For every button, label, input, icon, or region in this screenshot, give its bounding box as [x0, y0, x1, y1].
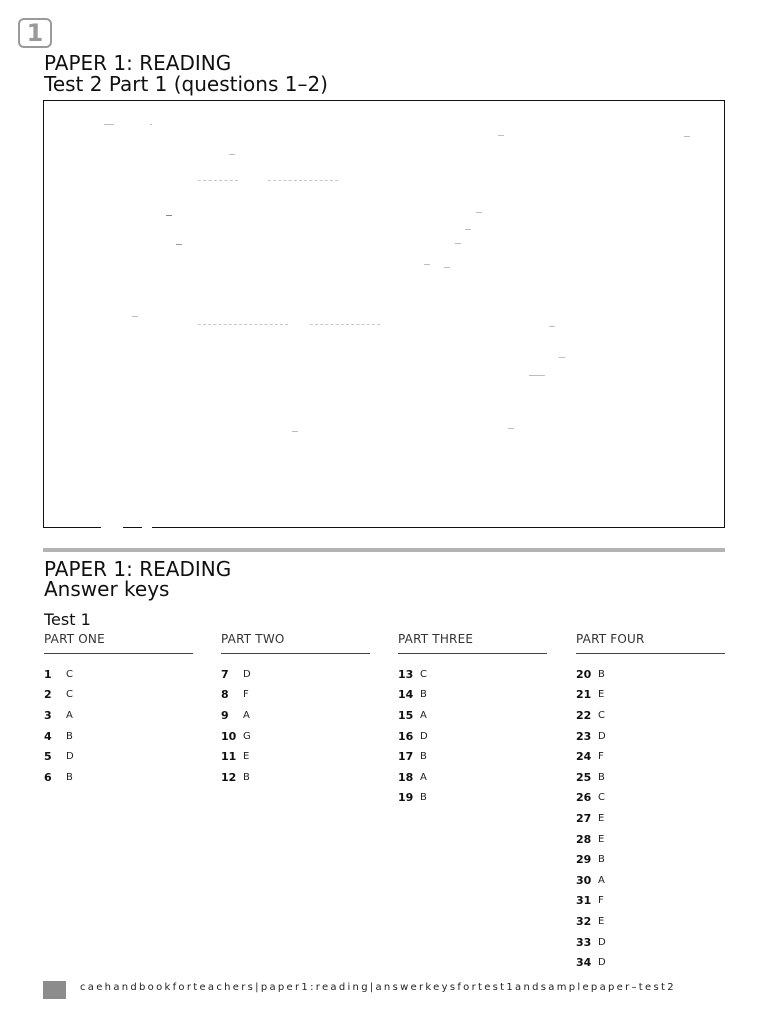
answer-letter: E — [598, 689, 605, 701]
question-number: 10 — [221, 729, 237, 743]
answer-letter: B — [598, 771, 605, 783]
section-subtitle: Test 2 Part 1 (questions 1–2) — [44, 72, 328, 96]
question-number: 22 — [576, 708, 592, 722]
answer-letter: F — [243, 689, 249, 701]
answer-letter: D — [598, 936, 606, 948]
answer-letter: B — [598, 668, 605, 680]
answer-keys-subtitle: Answer keys — [44, 577, 170, 601]
question-number: 17 — [398, 750, 414, 764]
question-number: 25 — [576, 770, 592, 784]
question-number: 19 — [398, 791, 414, 805]
answer-row — [576, 726, 725, 747]
question-number: 13 — [398, 667, 414, 681]
answer-list — [576, 664, 725, 973]
answer-row — [576, 849, 725, 870]
answer-row — [398, 705, 547, 726]
answer-column — [221, 632, 370, 788]
answer-letter: D — [66, 751, 74, 763]
answer-letter: C — [420, 668, 427, 680]
question-number: 24 — [576, 750, 592, 764]
answer-letter: A — [598, 874, 605, 886]
answer-keys-title: PAPER 1: READING — [44, 557, 232, 581]
question-number: 7 — [221, 667, 229, 681]
answer-letter: C — [598, 792, 605, 804]
answer-row — [44, 705, 193, 726]
question-number: 33 — [576, 935, 592, 949]
answer-list — [398, 664, 547, 808]
footer-text: caehandbookforteachers|paper1:reading|answerkeysfortest1andsamplepaper–test2 — [80, 982, 676, 993]
question-number: 1 — [44, 667, 52, 681]
question-number: 3 — [44, 708, 52, 722]
answer-letter: F — [598, 751, 604, 763]
answer-row — [576, 685, 725, 706]
question-number: 26 — [576, 791, 592, 805]
answer-row — [576, 952, 725, 973]
answer-letter: A — [420, 709, 427, 721]
answer-letter: E — [598, 812, 605, 824]
footer-marker — [43, 981, 66, 999]
answer-row — [398, 664, 547, 685]
answer-column — [398, 632, 547, 808]
answer-row — [576, 891, 725, 912]
question-number: 8 — [221, 688, 229, 702]
answer-letter: A — [243, 709, 250, 721]
question-number: 6 — [44, 770, 52, 784]
answer-row — [398, 746, 547, 767]
answer-letter: E — [243, 751, 250, 763]
answer-letter: G — [243, 730, 251, 742]
part-header: PART FOUR — [576, 632, 725, 654]
answer-letter: D — [420, 730, 428, 742]
answer-letter: B — [66, 771, 73, 783]
answer-row — [576, 664, 725, 685]
part-header: PART TWO — [221, 632, 370, 654]
answer-letter: B — [598, 854, 605, 866]
question-number: 27 — [576, 811, 592, 825]
part-header: PART ONE — [44, 632, 193, 654]
page-number-badge: 1 — [18, 18, 52, 48]
answer-row — [221, 767, 370, 788]
answer-row — [221, 685, 370, 706]
answer-row — [576, 932, 725, 953]
answer-letter: D — [598, 730, 606, 742]
question-number: 32 — [576, 914, 592, 928]
answer-letter: C — [598, 709, 605, 721]
question-number: 30 — [576, 873, 592, 887]
question-number: 29 — [576, 853, 592, 867]
answer-column — [576, 632, 725, 973]
answer-row — [44, 746, 193, 767]
answer-row — [398, 767, 547, 788]
answer-row — [221, 664, 370, 685]
answer-letter: E — [598, 833, 605, 845]
answer-row — [398, 685, 547, 706]
question-number: 5 — [44, 750, 52, 764]
part-header: PART THREE — [398, 632, 547, 654]
answer-letter: C — [66, 668, 73, 680]
question-number: 12 — [221, 770, 237, 784]
answer-row — [576, 829, 725, 850]
question-number: 16 — [398, 729, 414, 743]
answer-column — [44, 632, 193, 788]
answer-row — [576, 705, 725, 726]
answer-letter: C — [66, 689, 73, 701]
question-number: 34 — [576, 956, 592, 970]
answer-letter: B — [420, 689, 427, 701]
section-divider — [43, 548, 725, 552]
answer-row — [576, 808, 725, 829]
answer-row — [576, 746, 725, 767]
answer-letter: B — [243, 771, 250, 783]
answer-letter: A — [420, 771, 427, 783]
question-number: 18 — [398, 770, 414, 784]
question-number: 2 — [44, 688, 52, 702]
question-number: 14 — [398, 688, 414, 702]
answer-row — [221, 705, 370, 726]
answer-row — [44, 664, 193, 685]
question-number: 31 — [576, 894, 592, 908]
question-number: 28 — [576, 832, 592, 846]
answer-row — [44, 685, 193, 706]
question-number: 21 — [576, 688, 592, 702]
question-number: 15 — [398, 708, 414, 722]
answer-row — [221, 746, 370, 767]
answer-row — [398, 726, 547, 747]
section-title: PAPER 1: READING — [44, 51, 232, 75]
answer-list — [221, 664, 370, 788]
answer-row — [576, 788, 725, 809]
answer-letter: E — [598, 915, 605, 927]
answer-letter: A — [66, 709, 73, 721]
answer-row — [576, 767, 725, 788]
answer-letter: F — [598, 895, 604, 907]
answer-row — [576, 870, 725, 891]
test-title: Test 1 — [44, 610, 91, 629]
answer-letter: D — [243, 668, 251, 680]
reading-text-frame — [43, 100, 725, 528]
answer-row — [398, 788, 547, 809]
answer-list — [44, 664, 193, 788]
question-number: 11 — [221, 750, 237, 764]
answer-letter: B — [420, 751, 427, 763]
question-number: 20 — [576, 667, 592, 681]
answer-letter: B — [420, 792, 427, 804]
question-number: 9 — [221, 708, 229, 722]
answer-row — [44, 767, 193, 788]
answer-row — [576, 911, 725, 932]
answer-row — [221, 726, 370, 747]
answer-letter: D — [598, 957, 606, 969]
question-number: 4 — [44, 729, 52, 743]
answer-row — [44, 726, 193, 747]
question-number: 23 — [576, 729, 592, 743]
answer-letter: B — [66, 730, 73, 742]
